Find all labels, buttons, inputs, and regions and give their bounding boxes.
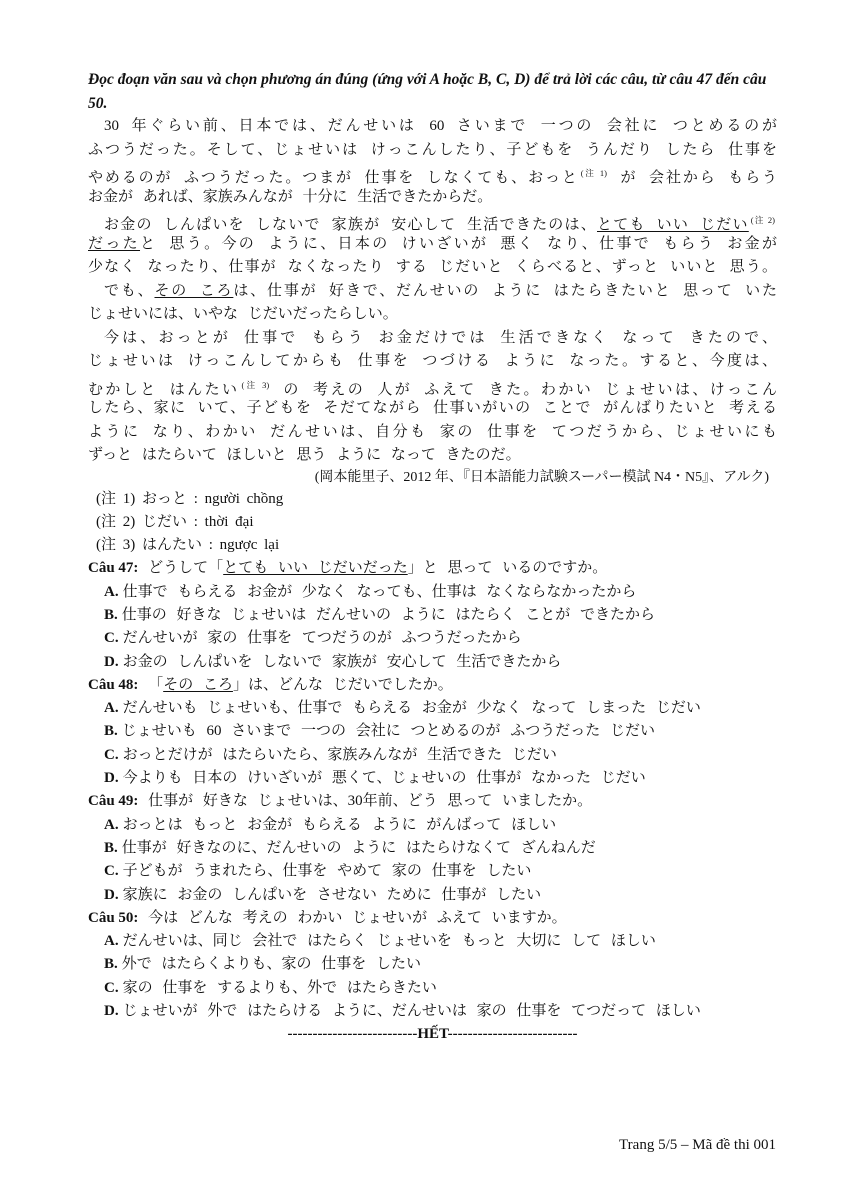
option-text: おっとは もっと お金が もらえる ように がんばって ほしい (122, 816, 557, 833)
passage-text: お金の しんぱいを しないで 家族が 安心して 生活できたのは、 (104, 217, 597, 233)
option-letter: D. (104, 1003, 119, 1020)
passage-text: の 考えの 人が ふえて きた。わかい じょせいは、けっこん (283, 381, 777, 397)
underlined-phrase: とても いい じだいだった (223, 560, 408, 577)
question-text: 」は、どんな じだいでしたか。 (232, 676, 453, 693)
passage-line (88, 280, 777, 304)
option-letter: D. (104, 770, 119, 787)
option-letter: C. (104, 630, 119, 647)
question-stem (88, 790, 777, 813)
passage-line (88, 233, 777, 257)
question-stem (88, 907, 777, 930)
option-text: 家の 仕事を するよりも、外で はたらきたい (122, 979, 437, 996)
question-label: Câu 47: (88, 560, 139, 577)
answer-option (88, 767, 777, 790)
option-text: だんせいも じょせいも、仕事で もらえる お金が 少なく なって しまった じだい (122, 700, 701, 717)
passage-line: じょせいには、いやな じだいだったらしい。 (88, 306, 398, 322)
option-letter: B. (104, 956, 118, 973)
passage-text: と 思う。今の ように、日本の けいざいが 悪く なり、仕事で もらう お金が (140, 235, 777, 252)
answer-option (88, 953, 777, 976)
option-letter: C. (104, 979, 119, 996)
option-letter: B. (104, 839, 118, 856)
passage-line: じょせいは けっこんしてからも 仕事を つづける ように なった。すると、今度は、 (88, 353, 777, 369)
question-stem (88, 674, 777, 697)
footnote: (注 2) じだい : thời đại (96, 513, 254, 530)
answer-option (88, 884, 777, 907)
answer-option (88, 581, 777, 604)
option-letter: C. (104, 746, 119, 763)
passage-line: 少なく なったり、仕事が なくなったり する じだいと くらべると、ずっと いいと 思う。 (88, 259, 777, 275)
option-letter: C. (104, 863, 119, 880)
passage-line: お金が あれば、家族みんなが 十分に 生活できたからだ。 (88, 188, 493, 205)
question-text: 今は どんな 考えの わかい じょせいが ふえて いますか。 (148, 909, 567, 926)
option-text: 仕事で もらえる お金が 少なく なっても、仕事は なくならなかったから (122, 583, 637, 600)
passage-text: むかしと はんたい (88, 381, 240, 397)
answer-option (88, 930, 777, 953)
option-text: じょせいも 60 さいまで 一つの 会社に つとめるのが ふつうだった じだい (121, 723, 656, 740)
passage-line: 今は、おっとが 仕事で もらう お金だけでは 生活できなく なって きたので、 (104, 329, 777, 346)
underlined-phrase: とても いい じだい (597, 217, 749, 233)
footnote: (注 1) おっと : người chồng (96, 490, 284, 507)
answer-option (88, 1000, 777, 1023)
option-text: 今よりも 日本の けいざいが 悪くて、じょせいの 仕事が なかった じだい (122, 770, 646, 787)
option-text: 外で はたらくよりも、家の 仕事を したい (121, 956, 422, 973)
option-letter: B. (104, 606, 118, 623)
exam-page-content (88, 68, 777, 1047)
question-text: 」と 思って いるのですか。 (407, 560, 608, 577)
passage-line: ように なり、わかい だんせいは、自分も 家の 仕事を てつだうから、じょせいにも (88, 423, 777, 440)
option-text: だんせいは、同じ 会社で はたらく じょせいを もっと 大切に して ほしい (122, 933, 656, 950)
passage-line: ふつうだった。そして、じょせいは けっこんしたり、子どもを うんだり したら 仕事を (88, 141, 777, 158)
passage-line: ずっと はたらいて ほしいと 思う ように なって きたのだ。 (88, 447, 521, 463)
question-stem (88, 557, 777, 580)
option-letter: A. (104, 700, 119, 717)
underlined-phrase: その ころ (163, 676, 233, 693)
passage-text: やめるのが ふつうだった。つまが 仕事を しなくても、おっと (88, 170, 579, 186)
option-text: お金の しんぱいを しないで 家族が 安心して 生活できたから (122, 653, 562, 670)
answer-option (88, 814, 777, 837)
question-label: Câu 49: (88, 793, 139, 810)
answer-option (88, 697, 777, 720)
passage-line: したら、家に いて、子どもを そだてながら 仕事いがいの ことで がんばりたいと 考える (88, 400, 777, 416)
option-text: 家族に お金の しんぱいを させない ために 仕事が したい (122, 886, 542, 903)
option-text: だんせいが 家の 仕事を てつだうのが ふつうだったから (122, 630, 522, 647)
passage-text: が 会社から もらう (620, 170, 777, 186)
page-footer: Trang 5/5 – Mã đề thi 001 (619, 1137, 776, 1153)
answer-option (88, 720, 777, 743)
answer-option (88, 837, 777, 860)
reading-instruction: Đọc đoạn văn sau và chọn phương án đúng (ứng với A hoặc B, C, D) để trả lời các câu, từ câu 47 đến câu 50. (88, 71, 767, 112)
footnote-marker: (注 2) (750, 215, 775, 225)
option-text: 仕事の 好きな じょせいは だんせいの ように はたらく ことが できたから (121, 606, 656, 623)
passage-source: (岡本能里子、2012 年、『日本語能力試験スーパー模試 N4・N5』、アルク) (314, 469, 769, 485)
option-text: じょせいが 外で はたらける ように、だんせいは 家の 仕事を てつだって ほしい (122, 1003, 701, 1020)
footnote-marker: (注 1) (580, 168, 607, 178)
option-letter: D. (104, 653, 119, 670)
underlined-phrase: だった (88, 235, 141, 252)
passage-line (88, 162, 777, 186)
answer-option (88, 860, 777, 883)
footnote: (注 3) はんたい : ngược lại (96, 537, 280, 554)
option-letter: D. (104, 886, 119, 903)
question-text: 「 (148, 676, 164, 693)
question-label: Câu 50: (88, 909, 139, 926)
passage-text: でも、 (104, 282, 155, 299)
answer-option (88, 651, 777, 674)
end-of-exam-marker: --------------------------HẾT-------------------------- (287, 1026, 578, 1043)
option-text: 仕事が 好きなのに、だんせいの ように はたらけなくて ざんねんだ (121, 839, 596, 856)
question-text: どうして「 (148, 560, 224, 577)
passage-line (88, 209, 777, 233)
question-text: 仕事が 好きな じょせいは、30年前、どう 思って いましたか。 (148, 793, 593, 810)
answer-option (88, 604, 777, 627)
passage-line: 30 年ぐらい前、日本では、だんせいは 60 さいまで 一つの 会社に つとめるのが (104, 118, 777, 134)
option-letter: A. (104, 583, 119, 600)
answer-option (88, 744, 777, 767)
underlined-phrase: その ころ (154, 282, 234, 299)
option-letter: B. (104, 723, 118, 740)
passage-line (88, 374, 777, 398)
footnote-marker: (注 3) (241, 379, 270, 390)
passage-text: は、仕事が 好きで、だんせいの ように はたらきたいと 思って いた (233, 282, 777, 299)
option-letter: A. (104, 933, 119, 950)
option-text: 子どもが うまれたら、仕事を やめて 家の 仕事を したい (122, 863, 532, 880)
option-text: おっとだけが はたらいたら、家族みんなが 生活できた じだい (122, 746, 557, 763)
answer-option (88, 977, 777, 1000)
question-label: Câu 48: (88, 676, 139, 693)
option-letter: A. (104, 816, 119, 833)
answer-option (88, 627, 777, 650)
